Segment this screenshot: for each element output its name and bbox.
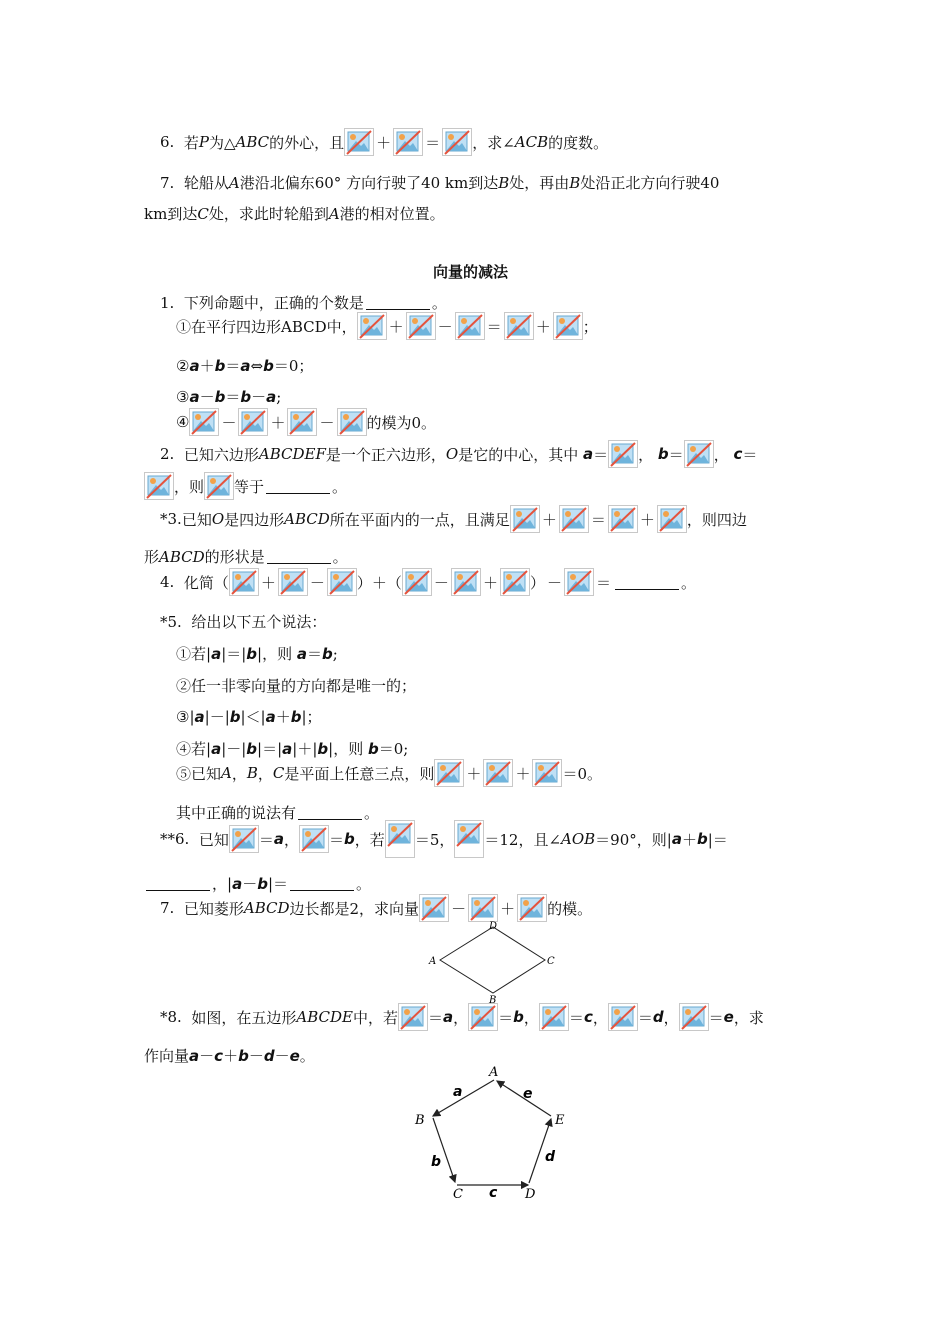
text: ，求 [733, 1008, 764, 1027]
point-label: O [445, 445, 459, 463]
question-number: **6. [160, 830, 190, 848]
vector: c [583, 1008, 593, 1026]
text: 形 [144, 548, 160, 566]
text: ⑤已知 [176, 764, 222, 783]
point-label: O [211, 510, 225, 528]
text: 是四边形 [224, 510, 285, 529]
text: |－| [221, 740, 247, 758]
broken-image-icon [608, 505, 638, 533]
vector: a [273, 830, 285, 848]
text: 。 [332, 548, 348, 566]
broken-image-icon [657, 505, 687, 533]
text: ， [284, 830, 300, 849]
text: |，则 [257, 645, 293, 663]
text: ＝ [307, 645, 323, 663]
broken-image-icon [337, 408, 367, 436]
vector: a [189, 356, 200, 375]
text: 。 [431, 294, 447, 312]
text: 作向量 [144, 1047, 190, 1065]
text: － [248, 1047, 264, 1065]
broken-image-icon [679, 1003, 709, 1031]
problem-1 [160, 292, 447, 313]
text: 如图，在五边形 [191, 1008, 297, 1027]
edge-label-a: a [453, 1084, 463, 1100]
text: － [199, 388, 215, 406]
text: ③ [176, 387, 190, 406]
problem-4: 4. 化简（ ＋ － ）＋（ － ＋ ） － ＝ 。 [160, 568, 696, 596]
text: |＋| [292, 740, 318, 758]
text: |＝ [707, 830, 728, 849]
broken-image-icon [500, 568, 530, 596]
text: ＝ [225, 388, 241, 406]
vector: b [344, 830, 355, 848]
text: ＝ [568, 1008, 584, 1027]
broken-image-icon [442, 128, 472, 156]
vector: a [296, 644, 308, 663]
vertex-label-a: A [429, 956, 437, 967]
broken-image-icon [532, 759, 562, 787]
text: ＝ [258, 830, 274, 849]
vector: b [657, 445, 669, 463]
text: － [199, 1047, 215, 1065]
vector: a [211, 739, 222, 758]
broken-image-icon [434, 759, 464, 787]
text: ①在平行四边形ABCD中， [176, 317, 357, 336]
text: 所在平面内的一点，且满足 [329, 510, 510, 529]
broken-image-icon [553, 312, 583, 340]
vector: b [317, 739, 329, 758]
question-number: *8. [160, 1008, 182, 1026]
triangle-label: ABC [235, 133, 270, 151]
broken-image-icon [238, 408, 268, 436]
vector: a [232, 874, 243, 893]
text: ＝ [637, 1008, 653, 1027]
angle-label: AOB [561, 830, 596, 848]
text: |； [301, 708, 322, 726]
text: 中，若 [352, 1008, 398, 1027]
problem-6 [160, 820, 728, 858]
vector: a [282, 739, 293, 758]
vector: b [322, 644, 333, 663]
vector: b [513, 1008, 524, 1026]
vertex-label-d: D [489, 921, 498, 932]
text: 港沿北偏东60° 方向行驶了40 km到达 [239, 174, 499, 192]
point-label: B [246, 764, 258, 782]
problem-5-s4 [176, 738, 408, 759]
answer-blank [146, 876, 210, 891]
vector: b [229, 707, 241, 726]
broken-image-icon [559, 505, 589, 533]
broken-image-icon [564, 568, 594, 596]
broken-image-icon [204, 472, 234, 500]
polygon-label: ABCDE [296, 1008, 353, 1026]
text: 。 [299, 1047, 315, 1065]
text: 。 [681, 573, 697, 592]
polygon-label: ABCDEF [258, 445, 326, 463]
edge-label-b: b [431, 1154, 442, 1170]
point-label: B [498, 173, 510, 192]
broken-image-icon [402, 568, 432, 596]
answer-blank [290, 876, 354, 891]
point-label: B [569, 173, 581, 192]
broken-image-icon [327, 568, 357, 596]
question-6-prev: 6. 若 P 为△ ABC 的外心，且 ＋ ＝ ，求∠ ACB 的度数。 [160, 128, 608, 156]
vector: a [671, 830, 682, 848]
vector: b [238, 1046, 249, 1065]
polygon-label: ABCD [243, 899, 290, 917]
question-number: 7. [160, 173, 175, 192]
text: 。 [356, 875, 372, 893]
vector: a [583, 445, 594, 463]
broken-image-icon [278, 568, 308, 596]
text: ＝ [427, 1008, 443, 1027]
text: ， [257, 764, 273, 783]
text: ＝ [225, 357, 241, 375]
text: ，若 [354, 830, 385, 849]
vertex-label-a: A [489, 1065, 499, 1080]
broken-image-icon [608, 1003, 638, 1031]
broken-image-icon [539, 1003, 569, 1031]
text: 是一个正六边形， [325, 445, 446, 464]
answer-blank [266, 479, 330, 494]
vector: a [240, 356, 251, 375]
text: km到达 [144, 205, 198, 223]
question-number: *3. [160, 510, 182, 528]
polygon-label: ABCD [284, 510, 330, 528]
text: ， [231, 764, 247, 783]
vector: e [289, 1046, 300, 1065]
text: ＝0。 [562, 764, 602, 783]
text: ＋ [199, 357, 215, 375]
text: ＝0； [273, 357, 314, 375]
vector: b [263, 356, 274, 375]
broken-image-icon [684, 440, 714, 468]
vector: a [211, 644, 222, 663]
text: ② [176, 356, 190, 375]
text: 港的相对位置。 [339, 205, 445, 223]
vertex-label-e: E [555, 1113, 565, 1128]
problem-5-s3 [176, 706, 322, 727]
text: ，| [212, 875, 233, 893]
text: － [242, 875, 258, 893]
text: 下列命题中，正确的个数是 [183, 294, 364, 312]
question-7-prev-line2 [144, 203, 445, 224]
text: 已知菱形 [183, 899, 244, 918]
vector: a [266, 387, 277, 406]
edge-label-d: d [545, 1149, 556, 1165]
broken-image-icon [608, 440, 638, 468]
text: 化简（ [183, 573, 229, 592]
text: ＋ [275, 708, 291, 726]
vector: b [214, 356, 226, 375]
vector: d [652, 1008, 664, 1026]
text: ④若| [176, 740, 212, 758]
vector: c [214, 1046, 224, 1065]
point-label: A [328, 204, 340, 223]
text: ③| [176, 707, 195, 726]
problem-8: *8. 如图，在五边形 ABCDE 中，若 ＝ a ， ＝ b ， ＝ c ， ＝ d ， ＝ e ，求 [160, 1003, 764, 1031]
vector: b [214, 387, 226, 406]
broken-image-icon [299, 825, 329, 853]
problem-8-line2 [144, 1045, 315, 1066]
text: |＝ [267, 875, 289, 893]
text: |＝| [257, 740, 283, 758]
problem-5 [160, 611, 326, 632]
text: 。 [332, 477, 348, 496]
answer-blank [615, 575, 679, 590]
problem-2-line2 [144, 472, 347, 500]
text: ） [529, 573, 545, 592]
edge-label-e: e [523, 1086, 533, 1102]
text: ，则四边 [686, 510, 747, 529]
point-label: A [221, 764, 232, 782]
text: 边长都是2，求向量 [289, 899, 420, 918]
text: |－| [204, 708, 230, 726]
problem-1-item-4: ④ － ＋ － 的模为0。 [176, 408, 436, 436]
problem-5-s5: ⑤已知 A ， B ， C 是平面上任意三点，则 ＋ ＋ ＝0。 [176, 759, 602, 787]
answer-blank [366, 295, 430, 310]
problem-6-line2 [144, 873, 371, 894]
text: ＝90°，则| [595, 830, 672, 849]
text: 处沿正北方向行驶40 [580, 174, 720, 192]
broken-image-icon [398, 1003, 428, 1031]
point-label: P [198, 133, 209, 151]
text: 是它的中心，其中 [458, 445, 579, 464]
broken-image-icon [504, 312, 534, 340]
vector: b [257, 874, 268, 893]
text: 的模为0。 [366, 413, 437, 432]
section-title: 向量的减法 [433, 263, 509, 281]
text: ＋ [223, 1047, 239, 1065]
vector: e [723, 1008, 734, 1026]
vertex-label-b: B [489, 995, 497, 1003]
vector: b [246, 739, 258, 758]
vector: b [290, 707, 302, 726]
rhombus-figure [425, 917, 560, 1003]
question-number: 1. [160, 293, 175, 312]
text: － [251, 388, 267, 406]
broken-image-icon [483, 759, 513, 787]
vector: a [189, 387, 200, 406]
question-7-prev-line1 [160, 172, 719, 193]
broken-image-icon [406, 312, 436, 340]
question-number: *5. [160, 612, 182, 631]
text: 是平面上任意三点，则 [284, 764, 435, 783]
text: 已知 [181, 510, 212, 529]
vector: a [443, 1008, 454, 1026]
text: |，则 [328, 740, 364, 758]
broken-image-icon [385, 820, 415, 858]
angle-label: ACB [514, 133, 549, 151]
text: ，求∠ [472, 133, 515, 152]
vertex-label-b: B [415, 1113, 425, 1128]
vector: d [263, 1046, 275, 1065]
broken-image-icon [451, 568, 481, 596]
text: 若 [183, 133, 199, 152]
vector: b [367, 739, 379, 758]
vector: b [696, 830, 708, 848]
broken-image-icon [344, 128, 374, 156]
text: 其中正确的说法有 [176, 804, 297, 822]
broken-image-icon [468, 1003, 498, 1031]
point-label: C [272, 764, 285, 782]
answer-blank [267, 549, 331, 564]
polygon-label: ABCD [159, 547, 205, 566]
text: 处，求此时轮船到 [208, 205, 329, 223]
broken-image-icon [393, 128, 423, 156]
vector: b [246, 644, 258, 663]
problem-1-item-2 [176, 355, 313, 376]
text: ； [582, 317, 598, 336]
point-label: C [197, 204, 209, 223]
text: 已知六边形 [183, 445, 259, 464]
vector: a [194, 707, 205, 726]
text: ）＋（ [356, 573, 402, 592]
text: 的度数。 [548, 133, 609, 152]
text: ＋ [681, 830, 697, 849]
vector: b [240, 387, 252, 406]
text: ＝ [708, 1008, 724, 1027]
question-number: 6. [160, 133, 175, 151]
text: ⇔ [250, 356, 264, 375]
text: ＝ [329, 830, 345, 849]
question-number: 4. [160, 573, 175, 591]
vector: c [733, 445, 743, 463]
text: 的模。 [547, 899, 593, 918]
vector: a [265, 707, 276, 726]
problem-5-s2 [176, 675, 416, 696]
broken-image-icon [454, 820, 484, 858]
text: ＝12，且∠ [484, 830, 562, 849]
text: 已知 [198, 830, 229, 849]
text: 为△ [208, 133, 236, 152]
text: ＝ [498, 1008, 514, 1027]
vertex-label-d: D [525, 1187, 536, 1202]
problem-2: 2. 已知六边形 ABCDEF 是一个正六边形， O 是它的中心，其中 a ＝ ， b ＝ ， c ＝ [160, 440, 757, 468]
text: |＜| [240, 708, 266, 726]
question-number: 7. [160, 899, 175, 917]
vertex-label-c: C [547, 956, 555, 967]
pentagon-figure [405, 1058, 585, 1208]
text: ④ [176, 413, 190, 431]
text: 等于 [234, 477, 265, 496]
text: ②任一非零向量的方向都是唯一的； [176, 677, 417, 695]
text: 处，再由 [509, 174, 570, 192]
vertex-label-c: C [453, 1187, 463, 1202]
broken-image-icon [229, 825, 259, 853]
problem-1-item-3 [176, 386, 281, 407]
broken-image-icon [229, 568, 259, 596]
text: ＝5， [414, 830, 455, 849]
question-number: 2. [160, 445, 175, 463]
problem-7: 7. 已知菱形 ABCD 边长都是2，求向量 － ＋ 的模。 [160, 894, 592, 922]
text: 轮船从 [183, 174, 229, 192]
vector: a [189, 1046, 200, 1065]
text: |＝| [221, 645, 247, 663]
text: 的外心，且 [269, 133, 345, 152]
broken-image-icon [455, 312, 485, 340]
text: ①若| [176, 645, 212, 663]
text: ，则 [174, 477, 205, 496]
text: － [274, 1047, 290, 1065]
text: 给出以下五个说法： [191, 613, 327, 631]
broken-image-icon [189, 408, 219, 436]
problem-3-line2 [144, 546, 348, 567]
text: 。 [364, 804, 380, 822]
broken-image-icon [287, 408, 317, 436]
text: ; [332, 644, 338, 663]
broken-image-icon [357, 312, 387, 340]
broken-image-icon [510, 505, 540, 533]
point-label: A [228, 173, 240, 192]
text: ＝0; [378, 740, 409, 758]
broken-image-icon [144, 472, 174, 500]
answer-blank [298, 805, 362, 820]
text: ; [276, 387, 282, 406]
text: 的形状是 [204, 548, 265, 566]
problem-3: *3. 已知 O 是四边形 ABCD 所在平面内的一点，且满足 ＋ ＝ ＋ ，则四边 [160, 505, 747, 533]
problem-5-s1 [176, 643, 338, 664]
problem-1-item-1: ①在平行四边形ABCD中， ＋ － ＝ ＋ ； [176, 312, 598, 340]
edge-label-c: c [489, 1185, 498, 1201]
